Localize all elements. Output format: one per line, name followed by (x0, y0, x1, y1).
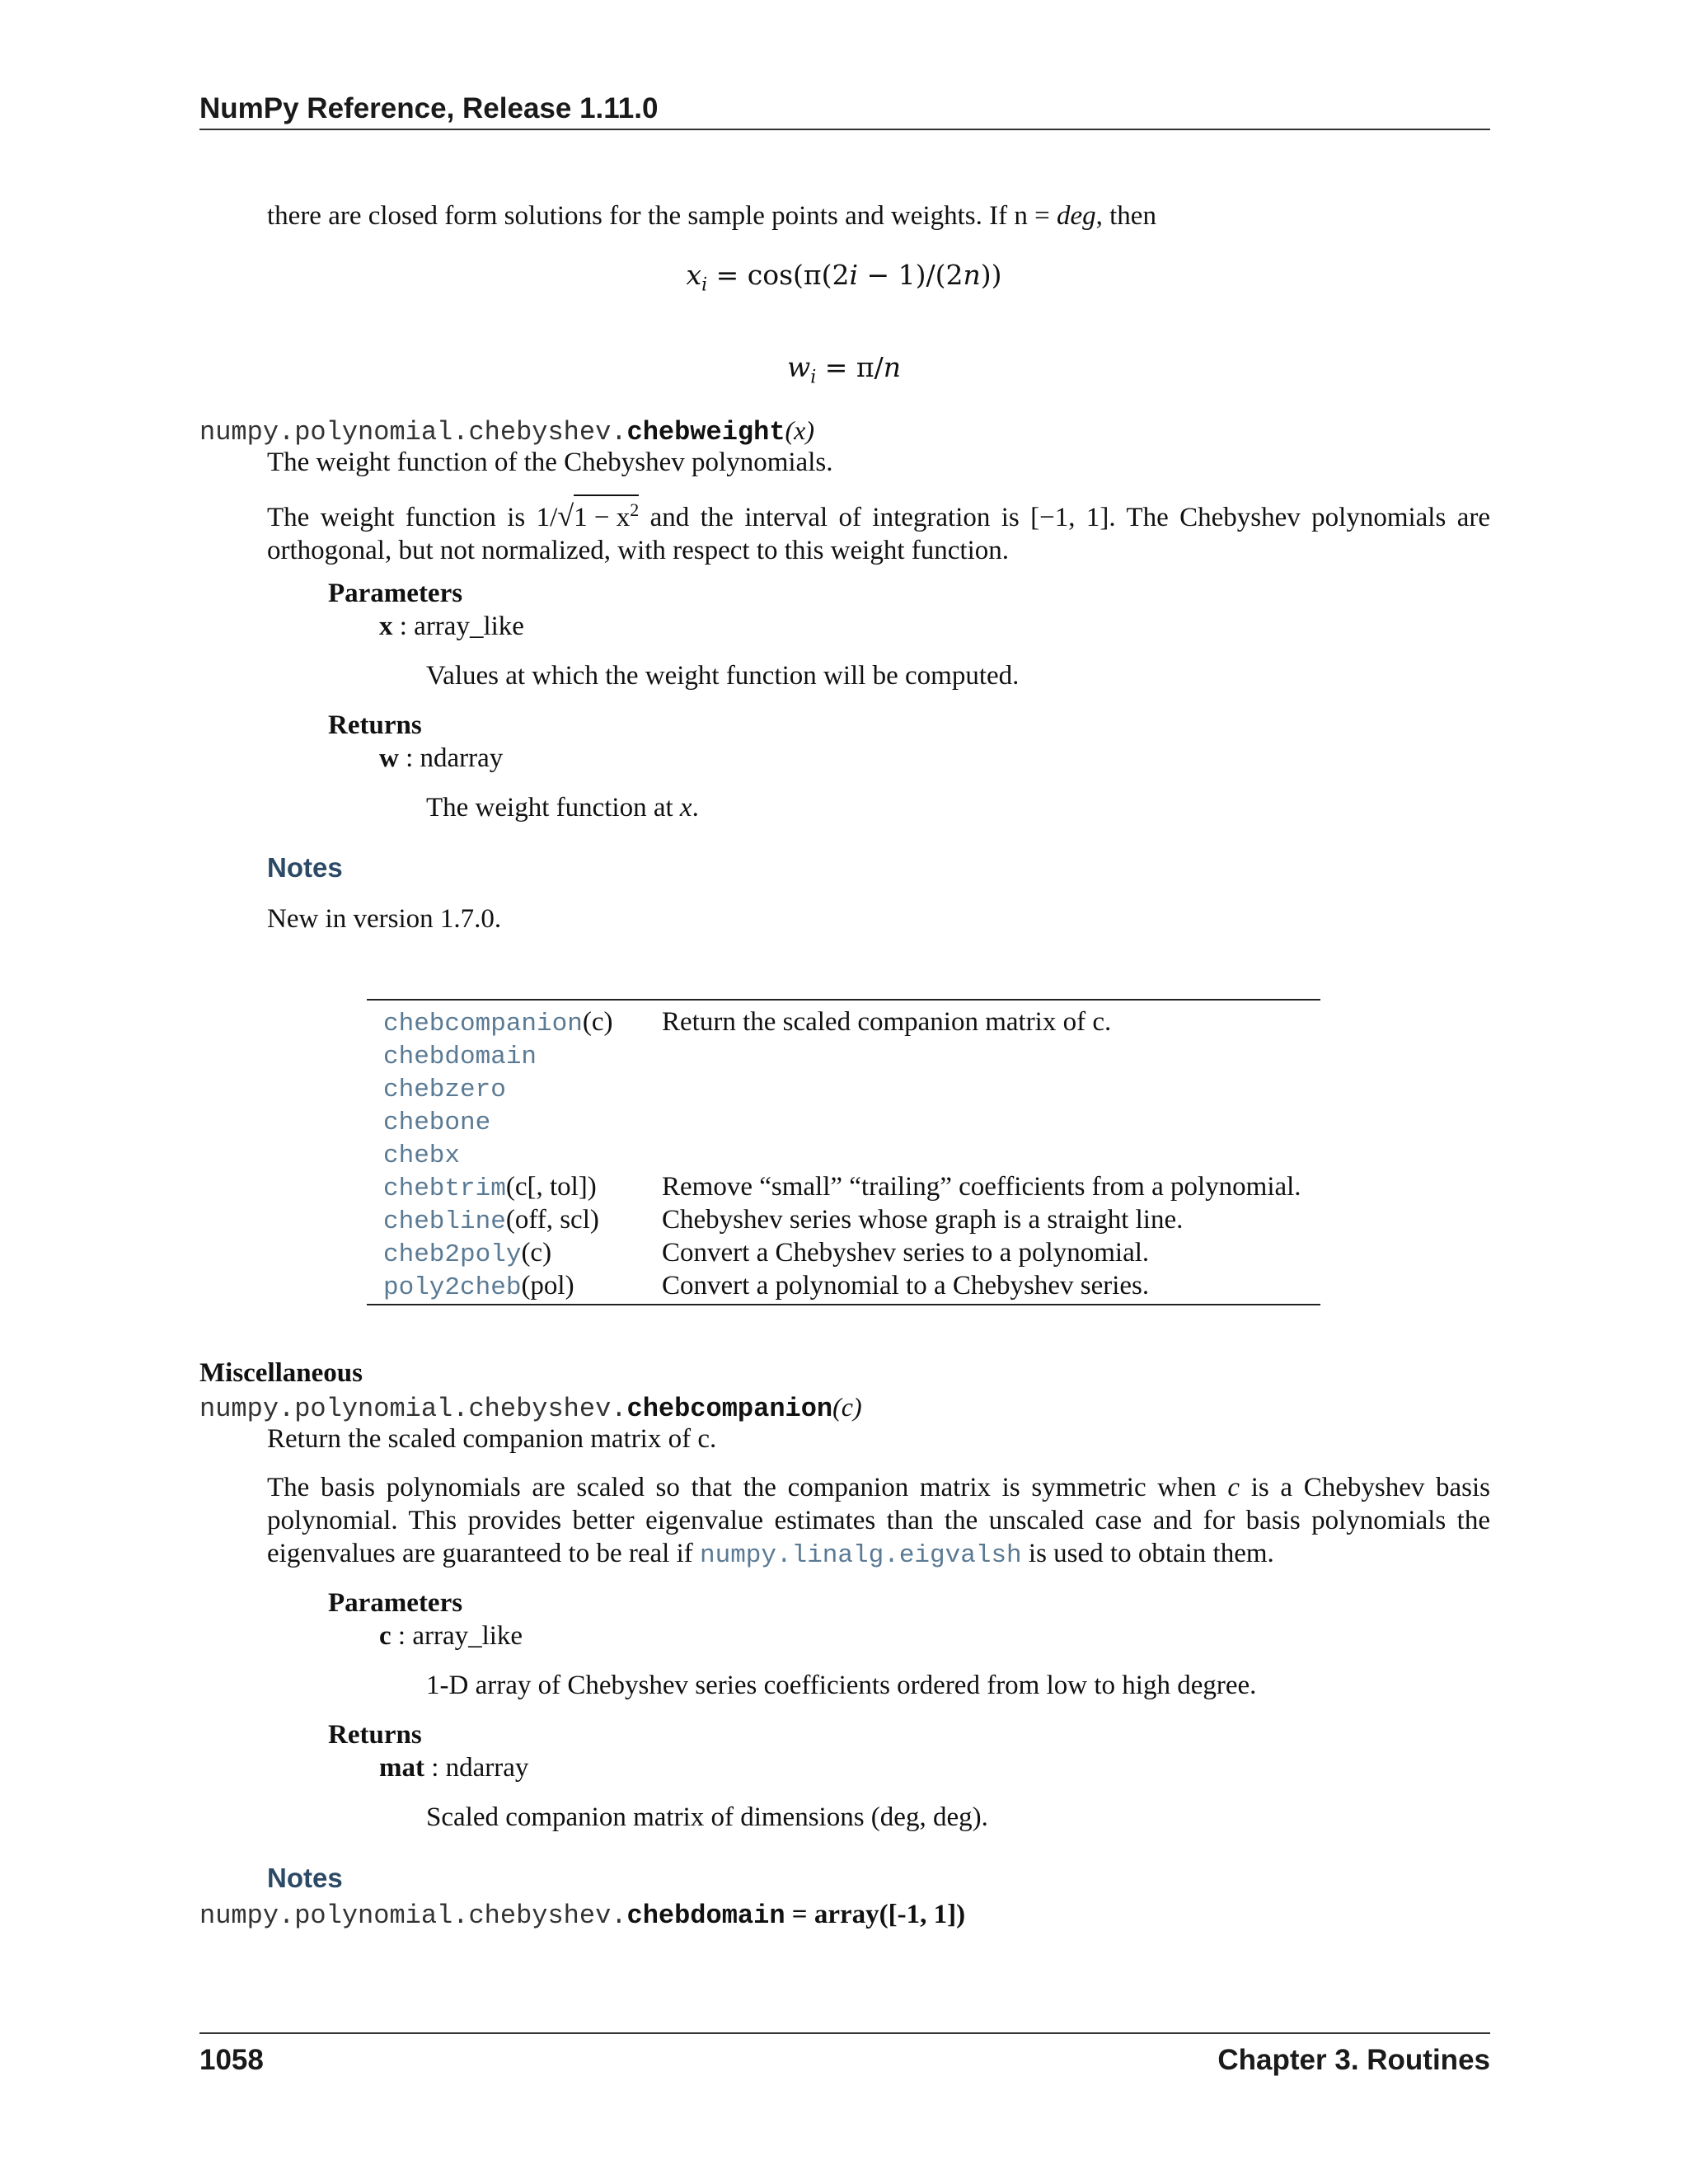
function-link[interactable]: chebtrim (383, 1174, 506, 1203)
chapter-title: Chapter 3. Routines (1217, 2044, 1490, 2076)
return-entry (379, 1751, 528, 1784)
notes-heading: Notes (267, 1863, 343, 1893)
table-row (367, 1005, 1320, 1038)
desc-text: is a Chebyshev basis polynomial. This provides better eigenvalue estimates than the unscaled case and for basis polynomials the eigenvalues are guaranteed to be real if (267, 1473, 1491, 1568)
table-row (367, 1137, 1320, 1170)
return-name: w (379, 743, 399, 773)
table-cell-function (367, 1170, 662, 1203)
page-footer (199, 2032, 1490, 2077)
function-summary-table (367, 999, 1320, 1305)
desc-text: and the interval of integration is [−1, 1]. The Chebyshev polynomials are orthogonal, but not normalized, with respect to this weight function. (267, 503, 1490, 565)
returns-heading: Returns (328, 710, 422, 740)
table-cell-description (662, 1038, 1320, 1071)
param-type: : array_like (391, 1621, 523, 1651)
table-cell-function (367, 1236, 662, 1269)
table-cell-description (662, 1137, 1320, 1170)
function-link[interactable]: chebdomain (383, 1043, 537, 1071)
desc-sup: 2 (630, 499, 640, 520)
eq-sub: i (701, 274, 708, 296)
function-link[interactable]: chebcompanion (383, 1010, 583, 1038)
return-entry (379, 742, 503, 775)
chebcompanion-summary: Return the scaled companion matrix of c. (267, 1424, 717, 1454)
function-args: (c) (521, 1238, 552, 1268)
desc-text: The basis polynomials are scaled so that the companion matrix is symmetric when (267, 1473, 1228, 1502)
table-row (367, 1236, 1320, 1269)
table-row (367, 1038, 1320, 1071)
table-cell-description (662, 1104, 1320, 1137)
table-cell-function (367, 1005, 662, 1038)
chebweight-description: The weight function is $1/√1 - x^2$ and the interval of integration is [−1, 1]. The Chebyshev polynomials are orthogonal, but not normalized, with respect to this weight function. (267, 494, 1490, 567)
param-name: x (379, 612, 393, 641)
desc-sqrt: 1 − x (574, 503, 631, 532)
table-row (367, 1170, 1320, 1203)
table-row (367, 1071, 1320, 1104)
table-cell-function (367, 1137, 662, 1170)
function-link[interactable]: chebzero (383, 1076, 506, 1104)
param-type: : array_like (392, 612, 524, 641)
eq-part: − 1)/(2 (858, 259, 964, 291)
table-cell-description: Convert a Chebyshev series to a polynomial. (662, 1238, 1150, 1268)
signature-function-name: chebdomain (626, 1900, 785, 1931)
signature-module: numpy.polynomial.chebyshev. (199, 1394, 627, 1424)
notes-heading: Notes (267, 852, 343, 883)
returns-heading: Returns (328, 1720, 422, 1750)
function-link[interactable]: chebone (383, 1108, 491, 1137)
signature-module: numpy.polynomial.chebyshev. (199, 1900, 627, 1931)
table-cell-function (367, 1269, 662, 1302)
page-number: 1058 (199, 2044, 264, 2076)
param-entry (379, 1619, 523, 1652)
return-description (426, 791, 699, 824)
signature-value: = array([-1, 1]) (785, 1900, 966, 1929)
signature-args: (c) (832, 1392, 862, 1422)
params-heading: Parameters (328, 1588, 463, 1618)
return-description: Scaled companion matrix of dimensions (deg, deg). (426, 1802, 988, 1832)
intro-text-end: , then (1095, 201, 1156, 231)
table-cell-function (367, 1071, 662, 1104)
signature-function-name: chebweight (626, 417, 785, 448)
intro-paragraph (267, 199, 1490, 232)
table-cell-description: Return the scaled companion matrix of c. (662, 1007, 1112, 1037)
table-cell-description: Convert a polynomial to a Chebyshev series. (662, 1271, 1150, 1301)
function-args: (c[, tol]) (505, 1172, 597, 1202)
chebcompanion-signature[interactable] (199, 1390, 862, 1426)
table-cell-function (367, 1104, 662, 1137)
table-cell-function (367, 1038, 662, 1071)
ret-text: The weight function at (426, 793, 680, 823)
signature-module: numpy.polynomial.chebyshev. (199, 417, 627, 448)
return-name: mat (379, 1753, 424, 1783)
ret-var: x (679, 793, 692, 823)
eq-part: )) (980, 259, 1002, 291)
eq-part: = π/ (816, 351, 884, 383)
table-cell-description: Remove “small” “trailing” coefficients from a polynomial. (662, 1172, 1301, 1202)
eq-var: x (686, 259, 702, 291)
section-heading-miscellaneous: Miscellaneous (199, 1358, 363, 1388)
desc-text: The weight function is 1/ (267, 503, 558, 532)
table-cell-description (662, 1071, 1320, 1104)
notes-text: New in version 1.7.0. (267, 904, 502, 934)
return-type: : ndarray (424, 1753, 529, 1783)
chebcompanion-description (267, 1471, 1490, 1572)
function-link[interactable]: chebx (383, 1141, 461, 1170)
table-cell-description: Chebyshev series whose graph is a straight line. (662, 1205, 1184, 1235)
param-description: Values at which the weight function will be computed. (426, 661, 1020, 691)
function-link[interactable]: cheb2poly (383, 1240, 522, 1269)
param-description: 1-D array of Chebyshev series coefficients ordered from low to high degree. (426, 1671, 1257, 1700)
eq-var: n (963, 259, 981, 291)
eq-var: w (787, 351, 811, 383)
intro-text: there are closed form solutions for the sample points and weights. If n = (267, 201, 1057, 231)
param-entry (379, 610, 524, 643)
params-heading: Parameters (328, 579, 463, 608)
function-link[interactable]: poly2cheb (383, 1273, 522, 1302)
signature-function-name: chebcompanion (626, 1394, 833, 1424)
page-header: NumPy Reference, Release 1.11.0 (199, 92, 1490, 130)
function-link[interactable]: chebline (383, 1207, 506, 1236)
eq-var: i (849, 259, 859, 291)
chebweight-signature[interactable] (199, 414, 814, 449)
function-args: (off, scl) (505, 1205, 599, 1235)
desc-var: c (1227, 1473, 1240, 1502)
eq-var: n (883, 351, 901, 383)
eq-part: = cos(π(2 (707, 259, 850, 291)
eigvalsh-link[interactable]: numpy.linalg.eigvalsh (699, 1541, 1022, 1570)
function-args: (c) (582, 1007, 613, 1037)
equation-wi (0, 351, 1688, 388)
function-args: (pol) (521, 1271, 574, 1301)
chebdomain-signature[interactable] (199, 1897, 965, 1933)
eq-sub: i (810, 367, 817, 388)
param-name: c (379, 1621, 392, 1651)
intro-var: deg (1056, 201, 1096, 231)
table-cell-function (367, 1203, 662, 1236)
table-row (367, 1104, 1320, 1137)
signature-args: (x) (785, 415, 815, 445)
equation-xi (0, 259, 1688, 296)
table-row (367, 1203, 1320, 1236)
chebweight-summary: The weight function of the Chebyshev polynomials. (267, 448, 833, 477)
return-type: : ndarray (398, 743, 504, 773)
ret-text-end: . (692, 793, 699, 823)
desc-text: is used to obtain them. (1021, 1539, 1274, 1568)
table-row (367, 1269, 1320, 1302)
